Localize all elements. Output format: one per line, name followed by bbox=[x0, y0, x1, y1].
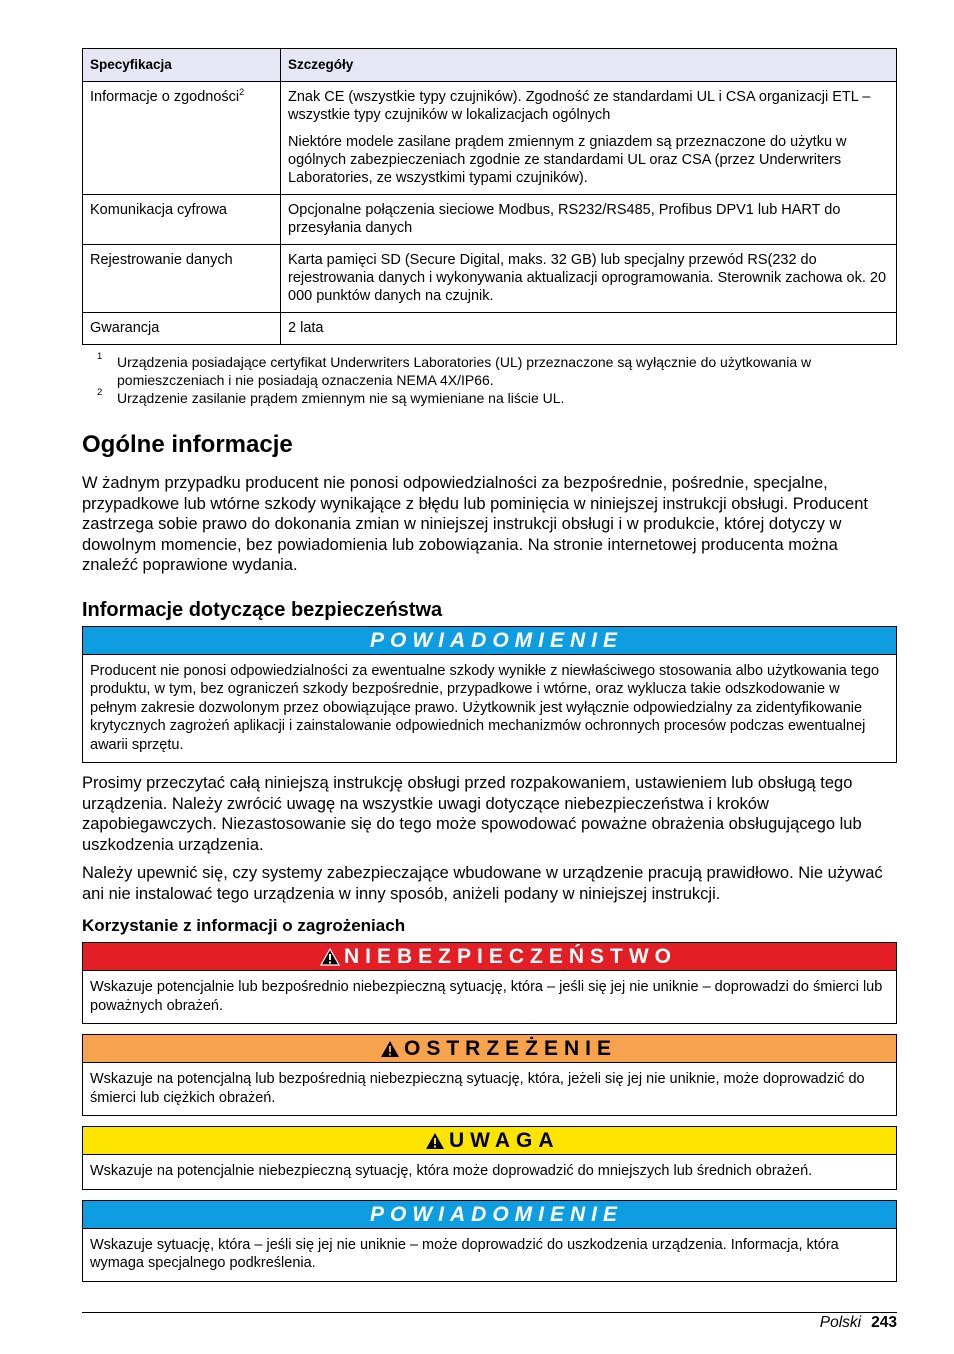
footnote-text: Urządzenia posiadające certyfikat Underwriters Laboratories (UL) przeznaczone są wyłącznie do użytkowania w pomieszczeniach i nie posiadają oznaczenia NEMA 4X/IP66. bbox=[117, 354, 812, 388]
caution-label: UWAGA bbox=[449, 1129, 560, 1152]
warning-text: Wskazuje na potencjalną lub bezpośrednią niebezpieczną sytuację, która, jeżeli się jej nie uniknie, może doprowadzić do śmierci lub ciężkich obrażeń. bbox=[90, 1071, 865, 1106]
row-detail-paragraph: Opcjonalne połączenia sieciowe Modbus, RS232/RS485, Profibus DPV1 lub HART do przesyłania danych bbox=[288, 202, 841, 236]
warning-triangle-icon bbox=[425, 1132, 445, 1150]
caution-text: Wskazuje na potencjalnie niebezpieczną sytuację, która może doprowadzić do mniejszych lub średnich obrażeń. bbox=[90, 1163, 813, 1179]
footer-language: Polski bbox=[819, 1314, 862, 1331]
column-header-specification: Specyfikacja bbox=[83, 49, 281, 82]
danger-box bbox=[82, 942, 897, 1024]
row-details bbox=[281, 195, 897, 245]
row-detail-paragraph: Znak CE (wszystkie typy czujników). Zgodność ze standardami UL i CSA organizacji ETL – wszystkie typy czujników w lokalizacjach ogólnych bbox=[288, 89, 871, 123]
footnotes bbox=[82, 353, 897, 407]
warning-triangle-icon bbox=[320, 948, 340, 966]
page-footer bbox=[82, 1312, 897, 1331]
table-row bbox=[83, 245, 897, 313]
caution-box bbox=[82, 1126, 897, 1190]
notice-text: Wskazuje sytuację, która – jeśli się jej nie uniknie – może doprowadzić do uszkodzenia urządzenia. Informacja, która wymaga specjalnego podkreślenia. bbox=[90, 1236, 839, 1271]
safety-paragraph: Prosimy przeczytać całą niniejszą instrukcję obsługi przed rozpakowaniem, ustawieniem lub obsługą tego urządzenia. Należy zwrócić uwagę na wszystkie uwagi dotyczące niebezpieczeństwa i kroków zapobiegawczych. Niezastosowanie się do tego może spowodować poważne obrażenia obsługującego lub uszkodzenia urządzenia. bbox=[82, 774, 862, 854]
warning-label: OSTRZEŻENIE bbox=[404, 1037, 618, 1060]
specification-table bbox=[82, 48, 897, 345]
section-title-safety: Informacje dotyczące bezpieczeństwa bbox=[82, 598, 443, 621]
row-detail-paragraph: Karta pamięci SD (Secure Digital, maks. 32 GB) lub specjalny przewód RS(232 do rejestrowania danych i wykonywania aktualizacji oprogramowania. Sterownik zachowa ok. 20 000 punktów danych na czujnik. bbox=[288, 252, 887, 304]
page-number: 243 bbox=[871, 1314, 897, 1331]
notice-box bbox=[82, 1200, 897, 1282]
row-detail-paragraph: Niektóre modele zasilane prądem zmiennym z gniazdem są przeznaczone do użytku w ogólnych zabezpieczeniach zgodnie ze standardami UL oraz CSA (przez Underwriters Laboratories, ze wszystkimi typami czujników). bbox=[288, 134, 847, 186]
row-detail-paragraph: 2 lata bbox=[288, 320, 324, 336]
footnote bbox=[82, 389, 897, 407]
danger-text: Wskazuje potencjalnie lub bezpośrednio niebezpieczną sytuację, która – jeśli się jej nie uniknie – doprowadzi do śmierci lub poważnych obrażeń. bbox=[90, 979, 883, 1014]
caution-header bbox=[83, 1127, 896, 1155]
table-row bbox=[83, 82, 897, 195]
warning-header bbox=[83, 1035, 896, 1063]
row-label-text: Informacje o zgodności bbox=[90, 89, 240, 105]
footer-info bbox=[820, 1313, 897, 1333]
row-label bbox=[83, 82, 281, 195]
footnote bbox=[82, 353, 897, 389]
table-row bbox=[83, 195, 897, 245]
subsection-title-hazard-info: Korzystanie z informacji o zagrożeniach bbox=[82, 916, 406, 935]
notice-header: POWIADOMIENIE bbox=[83, 1201, 896, 1229]
row-details bbox=[281, 82, 897, 195]
general-paragraph: W żadnym przypadku producent nie ponosi odpowiedzialności za bezpośrednie, pośrednie, specjalne, przypadkowe lub wtórne szkody wynikające z błędu lub pominięcia w niniejszej instrukcji obsługi. Producent zastrzega sobie prawo do dokonania zmian w niniejszej instrukcji obsługi i w produkcie, której dotyczy w dowolnym momencie, bez powiadomienia lub zobowiązania. Na stronie internetowej producenta można znaleźć poprawione wydania. bbox=[82, 474, 868, 574]
notice-box bbox=[82, 626, 897, 764]
table-row bbox=[83, 313, 897, 345]
notice-text: Producent nie ponosi odpowiedzialności za ewentualne szkody wynikłe z niewłaściwego stosowania albo użytkowania tego produktu, w tym, bez ograniczeń szkody bezpośrednie, przypadkowe i wtórne, oraz wyklucza takie odszkodowanie w pełnym zakresie dozwolonym przez obowiązujące prawo. Użytkownik jest wyłącznie odpowiedzialny za zidentyfikowanie krytycznych zagrożeń aplikacji i zainstalowanie odpowiednich mechanizmów ochronnych procesów podczas ewentualnej awarii sprzętu. bbox=[90, 662, 880, 753]
footnote-ref: 2 bbox=[239, 87, 245, 97]
row-details bbox=[281, 245, 897, 313]
notice-header: POWIADOMIENIE bbox=[83, 627, 896, 655]
column-header-details: Szczegóły bbox=[281, 49, 897, 82]
danger-label: NIEBEZPIECZEŃSTWO bbox=[344, 945, 678, 968]
footnote-number: 1 bbox=[97, 351, 103, 362]
footnote-number: 2 bbox=[97, 387, 103, 398]
safety-paragraph: Należy upewnić się, czy systemy zabezpieczające wbudowane w urządzenie pracują prawidłowo. Nie używać ani nie instalować tego urządzenia w inny sposób, aniżeli podany w niniejszej instrukcji. bbox=[82, 864, 883, 903]
row-details bbox=[281, 313, 897, 345]
footnote-text: Urządzenie zasilanie prądem zmiennym nie są wymieniane na liście UL. bbox=[117, 390, 565, 406]
row-label: Gwarancja bbox=[83, 313, 281, 345]
warning-box bbox=[82, 1034, 897, 1116]
warning-triangle-icon bbox=[380, 1040, 400, 1058]
danger-header bbox=[83, 943, 896, 971]
row-label: Komunikacja cyfrowa bbox=[83, 195, 281, 245]
row-label: Rejestrowanie danych bbox=[83, 245, 281, 313]
section-title-general: Ogólne informacje bbox=[82, 431, 293, 458]
page-content bbox=[82, 48, 897, 1292]
table-header-row bbox=[83, 49, 897, 82]
